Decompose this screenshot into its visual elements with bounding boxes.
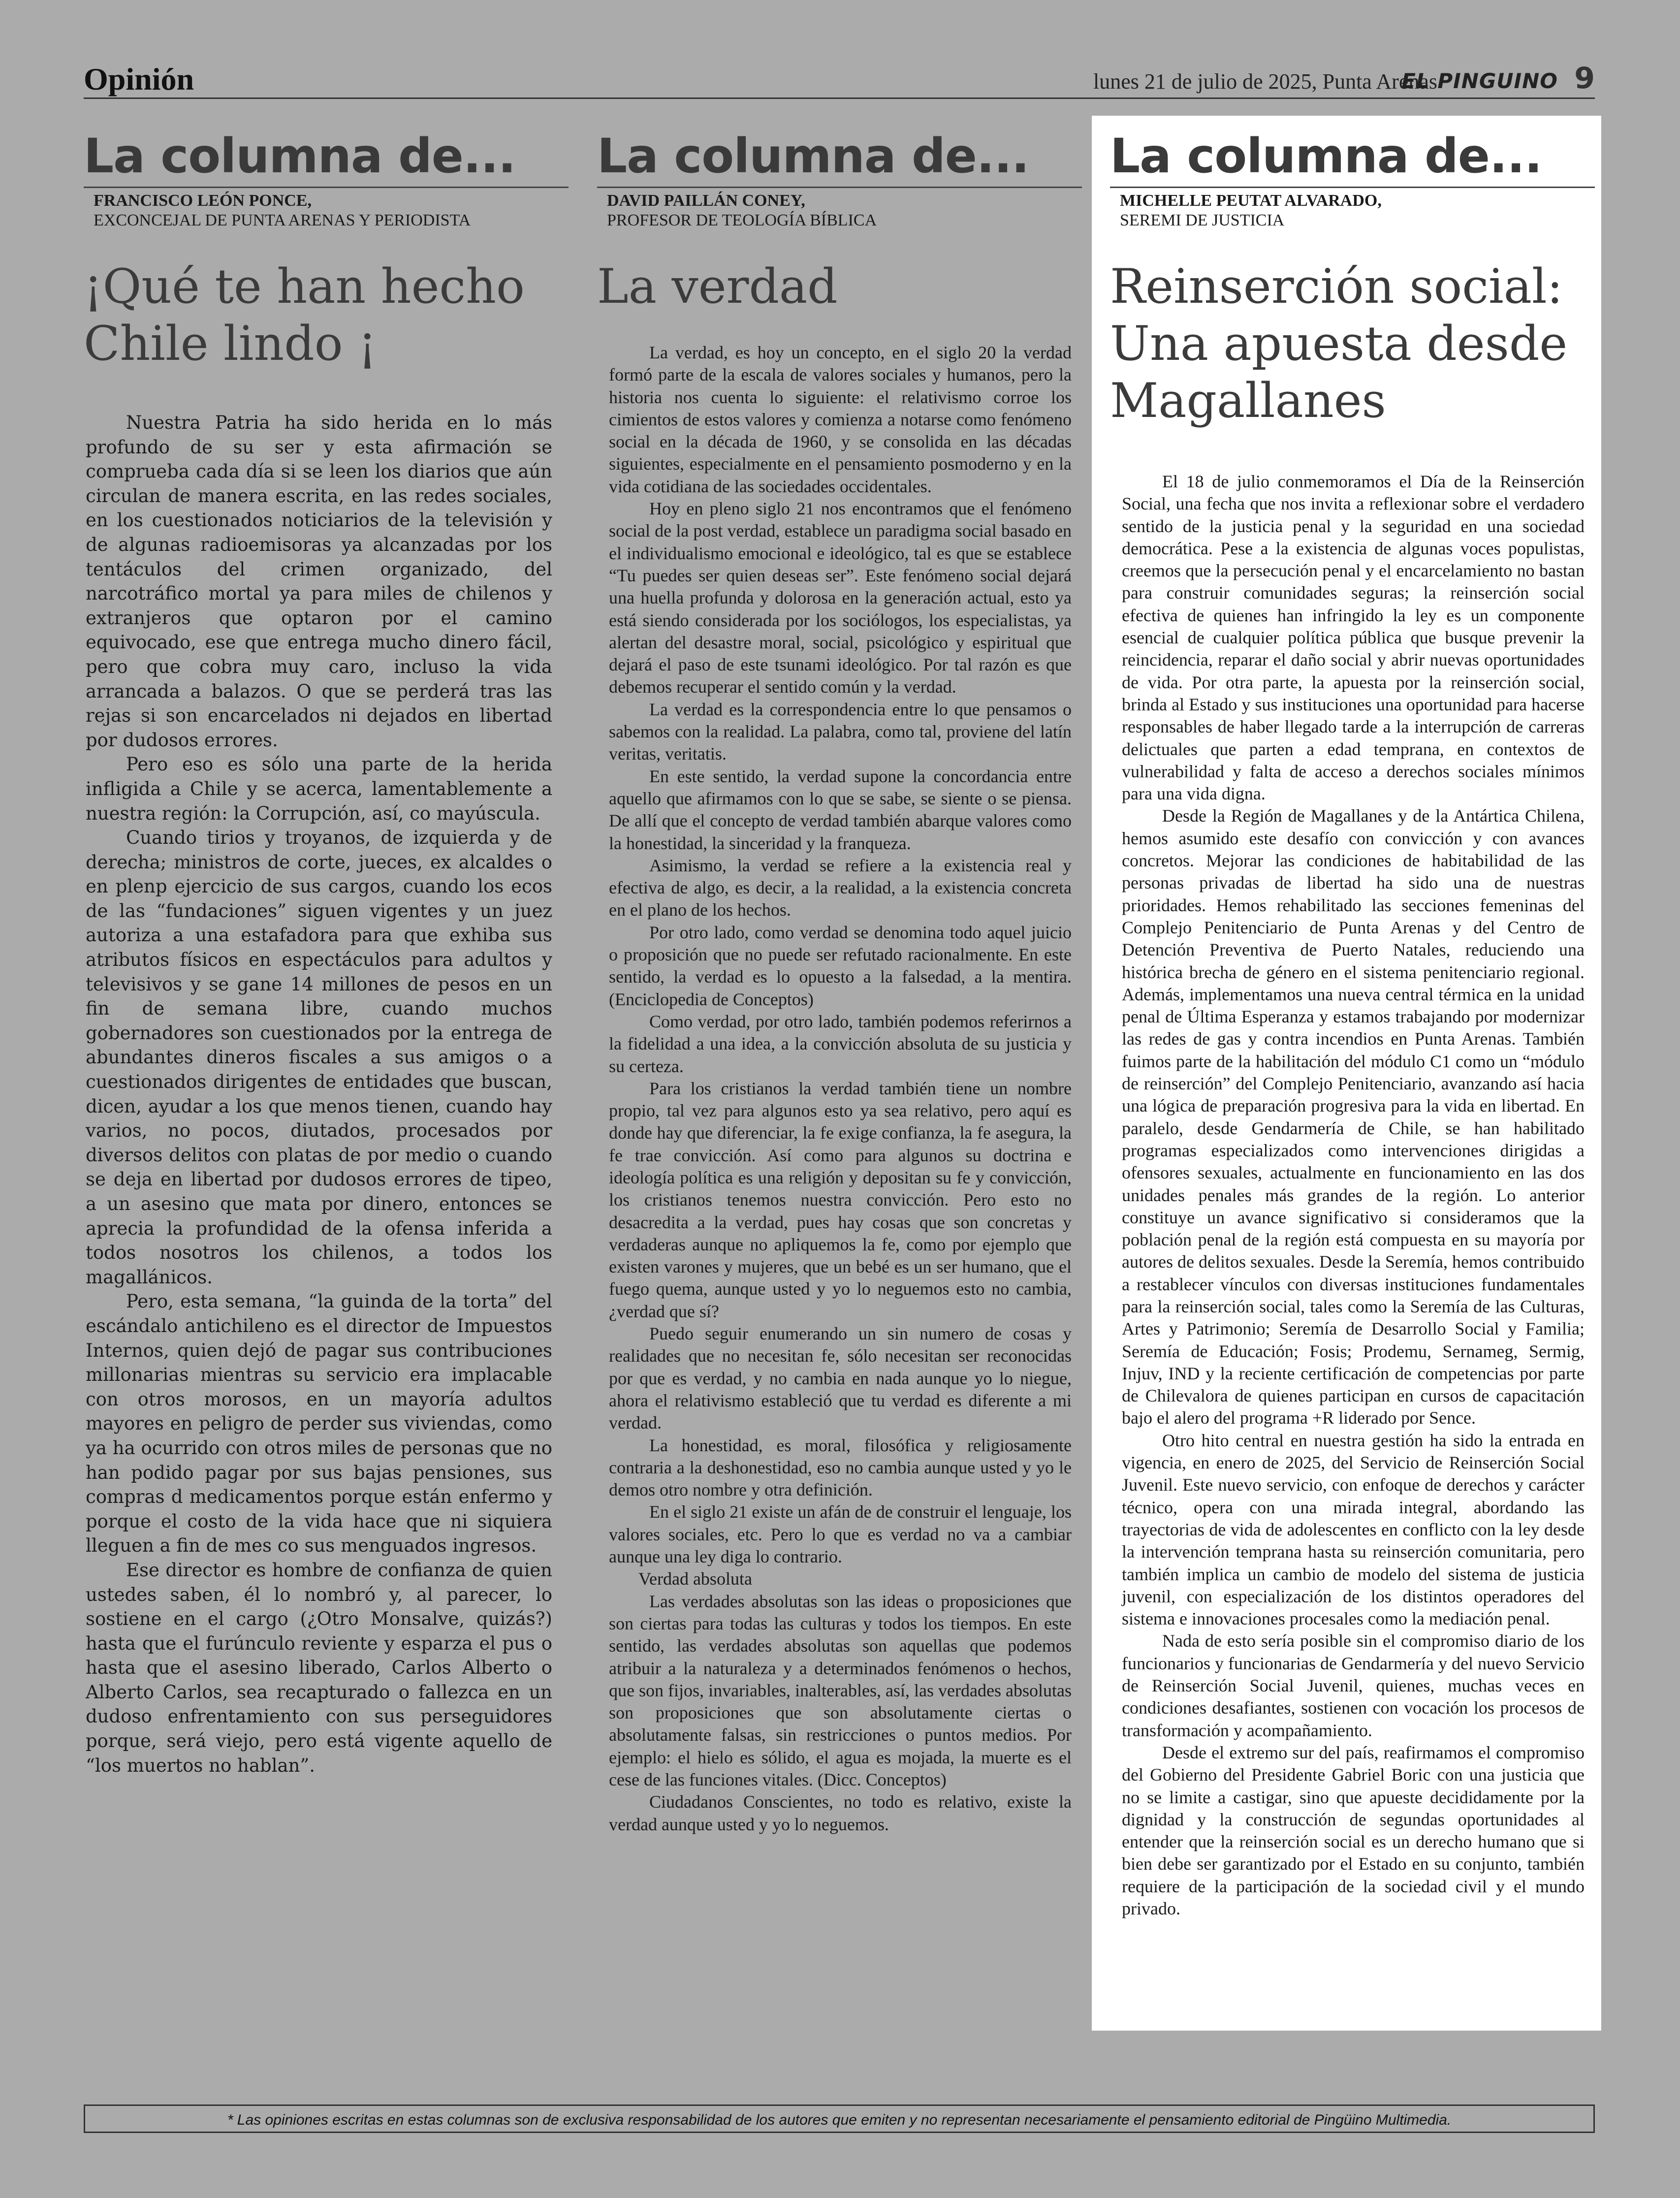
column-kicker: La columna de... [597, 128, 1082, 188]
paragraph: Ciudadanos Conscientes, no todo es relativo, existe la verdad aunque usted y yo lo neguemos. [609, 1792, 1072, 1834]
section-title: Opinión [84, 62, 194, 96]
author-role: SEREMI DE JUSTICIA [1120, 211, 1285, 229]
paragraph: La honestidad, es moral, filosófica y religiosamente contraria a la deshonestidad, eso no cambia aunque usted y yo le demos otro nombre y otra definición. [609, 1435, 1072, 1500]
article-body [609, 342, 1072, 1836]
column-paillan-coney [597, 128, 1082, 2038]
article-headline: Reinserción social: Una apuesta desde Magallanes [1110, 259, 1568, 428]
article-headline: ¡Qué te han hecho Chile lindo ¡ [84, 259, 525, 371]
column-kicker: La columna de... [1110, 128, 1595, 188]
paragraph: Ese director es hombre de confianza de quien ustedes saben, él lo nombró y, al parecer, lo sostiene en el cargo (¿Otro Monsalve, quizás?) hasta que el furúnculo reviente y esparza el pus o hasta que el asesino liberado, Carlos Alberto o Alberto Carlos, sea recapturado o fallezca en un dudoso enfrentamiento con sus perseguidores porque, será viejo, pero está vigente aquello de “los muertos no hablan”. [86, 1559, 552, 1776]
subheading: Verdad absoluta [638, 1569, 752, 1589]
author-name: FRANCISCO LEÓN PONCE, [94, 191, 312, 210]
paragraph: Las verdades absolutas son las ideas o proposiciones que son ciertas para todas las culturas y todos los tiempos. En este sentido, las verdades absolutas son aquellas que podemos atribuir a la naturaleza y a determinados fenómenos o hechos, que son fijos, invariables, inalterables, así, las verdades absolutas son proposiciones que son absolutamente ciertas o absolutamente falsas, sin restricciones o puntos medios. Por ejemplo: el hielo es sólido, el agua es mojada, la muerte es el cese de las funciones vitales. (Dicc. Conceptos) [609, 1591, 1072, 1789]
paragraph: En este sentido, la verdad supone la concordancia entre aquello que afirmamos con lo que se sabe, se siente o se piensa. De allí que el concepto de verdad también abarque valores como la honestidad, la sinceridad y la franqueza. [609, 766, 1072, 853]
paragraph: Nada de esto sería posible sin el compromiso diario de los funcionarios y funcionarias de Gendarmería y del nuevo Servicio de Reinserción Social Juvenil, quienes, muchas veces en condiciones desafiantes, sostienen con vocación los procesos de transformación y acompañamiento. [1122, 1631, 1585, 1740]
column-leon-ponce [84, 128, 569, 2038]
article-body [1122, 471, 1585, 1920]
author-role: PROFESOR DE TEOLOGÍA BÍBLICA [607, 211, 877, 229]
paragraph: Cuando tirios y troyanos, de izquierda y de derecha; ministros de corte, jueces, ex alcaldes o en plenp ejercicio de sus cargos, cuando los ecos de las “fundaciones” siguen vigentes y un juez autoriza a una estafadora para que exhiba sus atributos físicos en espectáculos para adultos y televisivos y se gane 14 millones de pesos en un fin de semana libre, cuando muchos gobernadores son cuestionados por la entrega de abundantes dineros fiscales a sus amigos o a cuestionados dirigentes de entidades que buscan, dicen, ayudar a los que menos tienen, cuando hay varios, no pocos, diutados, procesados por diversos delitos con platas de por medio o cuando se deja en libertad por dudosos errores de tipeo, a un asesino que mata por dinero, entonces se aprecia la profundidad de la ofensa inferida a todos nosotros los chilenos, a todos los magallánicos. [86, 827, 552, 1288]
disclaimer-footnote: * Las opiniones escritas en estas columnas son de exclusiva responsabilidad de los autores que emiten y no representan necesariamente el pensamiento editorial de Pingüino Multimedia. [84, 2104, 1595, 2133]
paragraph: La verdad es la correspondencia entre lo que pensamos o sabemos con la realidad. La palabra, como tal, proviene del latín veritas, veritatis. [609, 699, 1072, 764]
column-kicker: La columna de... [84, 128, 569, 188]
newspaper-logo: EL PINGUINO [1401, 69, 1558, 93]
author-name: DAVID PAILLÁN CONEY, [607, 191, 805, 210]
date-place: lunes 21 de julio de 2025, Punta Arenas [1093, 69, 1437, 94]
paragraph: Pero eso es sólo una parte de la herida infligida a Chile y se acerca, lamentablemente a nuestra región: la Corrupción, así, co mayúscula. [86, 754, 552, 824]
paragraph: Hoy en pleno siglo 21 nos encontramos que el fenómeno social de la post verdad, establece un paradigma social basado en el individualismo emocional e ideológico, tal es que se establece “Tu puedes ser quien deseas ser”. Este fenómeno social dejará una huella profunda y dolorosa en la generación actual, esto ya está siendo considerada por los sociólogos, los especialistas, ya alertan del desastre moral, social, psicológico y espiritual que dejará el paso de este tsunami ideológico. Por tal razón es que debemos recuperar el sentido común y la verdad. [609, 499, 1072, 697]
column-peutat-alvarado [1092, 116, 1601, 2031]
author-name: MICHELLE PEUTAT ALVARADO, [1120, 191, 1382, 210]
paragraph: Pero, esta semana, “la guinda de la torta” del escándalo antichileno es el director de Impuestos Internos, quien dejó de pagar sus contribuciones millonarias mientras su servicio era implacable con otros morosos, en un mayoría adultos mayores en peligro de perder sus viviendas, como ya ha ocurrido con otros miles de personas que no han podido pagar por sus bajas pensiones, sus compras d medicamentos porque están enfermo y porque el costo de la vida hace que ni siquiera lleguen a fin de mes co sus menguados ingresos. [86, 1291, 552, 1557]
paragraph: Asimismo, la verdad se refiere a la existencia real y efectiva de algo, es decir, a la realidad, a la existencia concreta en el plano de los hechos. [609, 855, 1072, 920]
paragraph: La verdad, es hoy un concepto, en el siglo 20 la verdad formó parte de la escala de valores sociales y humanos, pero la historia nos cuenta lo siguiente: el relativismo corroe los cimientos de estos valores y comienza a notarse como fenómeno social en la década de 1960, y se consolida en las décadas siguientes, especialmente en el pensamiento posmoderno y en la vida cotidiana de las sociedades occidentales. [609, 343, 1072, 496]
paragraph: El 18 de julio conmemoramos el Día de la Reinserción Social, una fecha que nos invita a reflexionar sobre el verdadero sentido de la justicia penal y la seguridad en una sociedad democrática. Pese a la existencia de algunas voces populistas, creemos que la persecución penal y el encarcelamiento no bastan para construir comunidades seguras; la reinserción social efectiva de quienes han infringido la ley es un componente esencial de cualquier política pública que busque prevenir la reincidencia, reparar el daño social y abrir nuevas oportunidades de vida. Por otra parte, la apuesta por la reinserción social, brinda al Estado y sus instituciones una oportunidad para hacerse responsables de haber llegado tarde a la interrupción de carreras delictuales que parten a edad temprana, en contextos de vulnerabilidad y falta de acceso a derechos sociales mínimos para una vida digna. [1122, 472, 1585, 804]
paragraph: En el siglo 21 existe un afán de de construir el lenguaje, los valores sociales, etc. Pero lo que es verdad no va a cambiar aunque una ley diga lo contrario. [609, 1502, 1072, 1567]
page-number: 9 [1574, 61, 1595, 96]
paragraph: Para los cristianos la verdad también tiene un nombre propio, tal vez para algunos esto ya sea relativo, pero aquí es donde hay que diferenciar, la fe exige confianza, la fe asegura, la fe trae convicción. Así como para algunos su doctrina e ideología política es una religión y depositan su fe y convicción, los cristianos tenemos nuestra convicción. Pero esto no desacredita a la verdad, pues hay cosas que son concretas y verdaderas aunque no apliquemos la fe, como por ejemplo que existen varones y mujeres, que un bebé es un ser humano, que el fuego quema, aunque usted y yo lo neguemos esto no cambia, ¿verdad que sí? [609, 1078, 1072, 1321]
paragraph: Como verdad, por otro lado, también podemos referirnos a la fidelidad a una idea, a la convicción absoluta de su justicia y su certeza. [609, 1011, 1072, 1076]
paragraph: Por otro lado, como verdad se denomina todo aquel juicio o proposición que no puede ser refutado racionalmente. En este sentido, la verdad es lo opuesto a la falsedad, a la mentira. (Enciclopedia de Conceptos) [609, 922, 1072, 1009]
page-header [84, 58, 1595, 99]
article-headline: La verdad [597, 259, 838, 314]
author-role: EXCONCEJAL DE PUNTA ARENAS Y PERIODISTA [94, 211, 471, 229]
paragraph: Nuestra Patria ha sido herida en lo más profundo de su ser y esta afirmación se comprueba cada día si se leen los diarios que aún circulan de manera escrita, en las redes sociales, en los cuestionados noticiarios de la televisión y de algunas radioemisoras ya alcanzadas por los tentáculos del crimen organizado, del narcotráfico mortal ya para miles de chilenos y extranjeros que optaron por el camino equivocado, ese que entrega mucho dinero fácil, pero que cobra muy caro, incluso la vida arrancada a balazos. O que se perderá tras las rejas si son encarcelados ni dejados en libertad por dudosos errores. [86, 412, 552, 751]
paragraph: Desde la Región de Magallanes y de la Antártica Chilena, hemos asumido este desafío con convicción y con avances concretos. Mejorar las condiciones de habitabilidad de las personas privadas de libertad ha sido una de nuestras prioridades. Hemos rehabilitado las secciones femeninas del Complejo Penitenciario de Punta Arenas y del Centro de Detención Preventiva de Puerto Natales, reduciendo una histórica brecha de género en el sistema penitenciario regional. Además, implementamos una nueva central térmica en la unidad penal de Última Esperanza y estamos trabajando por modernizar las redes de gas y contra incendios en Punta Arenas. También fuimos parte de la habilitación del módulo C1 como un “módulo de reinserción” del Complejo Penitenciario, avanzando así hacia una lógica de preparación progresiva para la vida en libertad. En paralelo, desde Gendarmería de Chile, se han habilitado programas especializados como intervenciones dirigidas a ofensores sexuales, actualmente en funcionamiento en las dos unidades penales más grandes de la región. Lo anterior constituye un avance significativo si consideramos que la población penal de la región está compuesta en su mayoría por autores de delitos sexuales. Desde la Seremía, hemos contribuido a restablecer vínculos con diversas instituciones fundamentales para la reinserción social, tales como la Seremía de las Culturas, Artes y Patrimonio; Seremía de Desarrollo Social y Familia; Seremía de Educación; Fosis; Prodemu, Sernameg, Sermig, Injuv, IND y la reciente certificación de competencias por parte de Chilevalora de quienes participan en cursos de capacitación bajo el alero del programa +R liderado por Sence. [1122, 806, 1585, 1428]
paragraph: Otro hito central en nuestra gestión ha sido la entrada en vigencia, en enero de 2025, del Servicio de Reinserción Social Juvenil. Este nuevo servicio, con enfoque de derechos y carácter técnico, opera con una mirada integral, abordando las trayectorias de vida de adolescentes en conflicto con la ley desde la intervención temprana hasta su reinserción comunitaria, pero también implica un cambio de modelo del sistema de justicia juvenil, con especialización de los distintos operadores del sistema e innovaciones procesales como la mediación penal. [1122, 1430, 1585, 1629]
article-body [86, 411, 552, 1778]
paragraph: Desde el extremo sur del país, reafirmamos el compromiso del Gobierno del Presidente Gabriel Boric con una justicia que no se limite a castigar, sino que apueste decididamente por la dignidad y la construcción de segundas oportunidades al entender que la reinserción social es un derecho humano que si bien debe ser garantizado por el Estado en su conjunto, también requiere de la participación de la sociedad civil y el mundo privado. [1122, 1742, 1585, 1918]
paragraph: Puedo seguir enumerando un sin numero de cosas y realidades que no necesitan fe, sólo necesitan ser reconocidas por que es verdad, y no cambia en nada aunque yo lo niegue, ahora el relativismo estableció que tu verdad es diferente a mi verdad. [609, 1324, 1072, 1433]
